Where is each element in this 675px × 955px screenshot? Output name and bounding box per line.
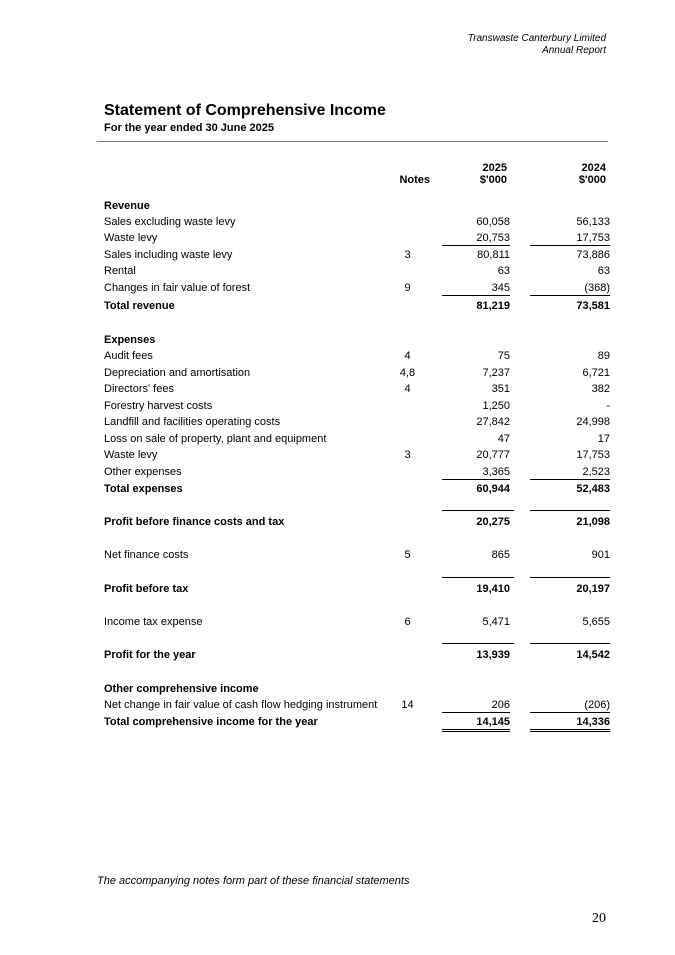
value-2024: 24,998 (576, 416, 610, 428)
row-label: Changes in fair value of forest (104, 282, 251, 294)
value-2024: 14,336 (530, 716, 610, 732)
value-2025: 20,753 (442, 232, 510, 246)
value-2024: 17,753 (576, 449, 610, 461)
table-row (0, 449, 675, 465)
value-2024: 89 (597, 350, 610, 362)
page-title: Statement of Comprehensive Income (104, 102, 386, 119)
note-ref: 9 (404, 282, 411, 294)
value-2025: 20,777 (476, 449, 510, 461)
value-2025: 5,471 (482, 616, 510, 628)
value-2024: 73,581 (576, 300, 610, 312)
row-label: Profit before finance costs and tax (104, 516, 285, 528)
row-label: Net finance costs (104, 549, 189, 561)
page-number: 20 (592, 911, 606, 926)
unit-2024-label: $'000 (578, 174, 606, 186)
footer-note: The accompanying notes form part of these financial statements (97, 875, 410, 887)
table-row (0, 265, 675, 281)
table-row (0, 400, 675, 416)
page-subtitle: For the year ended 30 June 2025 (104, 122, 274, 134)
table-row (0, 549, 675, 565)
row-label: Directors' fees (104, 383, 174, 395)
profit-before-finance-row (0, 516, 675, 532)
note-ref: 3 (404, 249, 411, 261)
row-label: Sales including waste levy (104, 249, 233, 261)
value-2025: 3,365 (442, 466, 510, 480)
value-2025: 63 (497, 265, 510, 277)
unit-2025-label: $'000 (479, 174, 507, 186)
value-2024: 17 (597, 433, 610, 445)
subtotal-rule-2025 (442, 510, 514, 511)
row-label: Total comprehensive income for the year (104, 716, 318, 728)
value-2024: 73,886 (576, 249, 610, 261)
year-2025-label: 2025 (482, 162, 507, 174)
value-2025: 7,237 (482, 367, 510, 379)
value-2025: 14,145 (442, 716, 510, 732)
table-row (0, 350, 675, 366)
table-row (0, 367, 675, 383)
table-row (0, 433, 675, 449)
table-row (0, 282, 675, 298)
value-2024: 21,098 (576, 516, 610, 528)
table-row (0, 249, 675, 265)
value-2024: (368) (530, 282, 610, 296)
total-comprehensive-income-row (0, 716, 675, 732)
profit-before-tax-row (0, 583, 675, 599)
row-label: Sales excluding waste levy (104, 216, 236, 228)
value-2024: 52,483 (576, 483, 610, 495)
other-comprehensive-heading-row (0, 683, 675, 699)
value-2025: 19,410 (476, 583, 510, 595)
row-label: Total revenue (104, 300, 175, 312)
value-2024: 2,523 (530, 466, 610, 480)
year-2025-column-header (480, 162, 507, 186)
note-ref: 3 (404, 449, 411, 461)
subtotal-rule-2024 (530, 510, 610, 511)
value-2025: 1,250 (482, 400, 510, 412)
total-expenses-row (0, 483, 675, 499)
value-2025: 27,842 (476, 416, 510, 428)
table-row (0, 699, 675, 715)
row-label: Depreciation and amortisation (104, 367, 251, 379)
row-label: Total expenses (104, 483, 183, 495)
value-2024: - (606, 400, 610, 412)
note-ref: 14 (401, 699, 414, 711)
row-label: Waste levy (104, 449, 158, 461)
value-2025: 60,058 (476, 216, 510, 228)
value-2025: 13,939 (476, 649, 510, 661)
row-label: Forestry harvest costs (104, 400, 213, 412)
profit-for-year-row (0, 649, 675, 665)
table-row (0, 216, 675, 232)
row-label: Other expenses (104, 466, 182, 478)
value-2025: 206 (442, 699, 510, 713)
value-2024: 14,542 (576, 649, 610, 661)
subtotal-rule-2024 (530, 577, 610, 578)
value-2025: 345 (442, 282, 510, 296)
title-divider (97, 141, 608, 142)
row-label: Landfill and facilities operating costs (104, 416, 281, 428)
value-2024: 901 (591, 549, 610, 561)
note-ref: 4 (404, 350, 411, 362)
value-2024: 20,197 (576, 583, 610, 595)
subtotal-rule-2024 (530, 643, 610, 644)
note-ref: 5 (404, 549, 411, 561)
row-label: Profit for the year (104, 649, 196, 661)
total-revenue-row (0, 300, 675, 316)
row-label: Revenue (104, 200, 150, 212)
subtotal-rule-2025 (442, 643, 514, 644)
value-2025: 81,219 (476, 300, 510, 312)
value-2024: 63 (597, 265, 610, 277)
value-2024: 17,753 (530, 232, 610, 246)
value-2024: 6,721 (582, 367, 610, 379)
report-name: Annual Report (542, 45, 606, 56)
year-2024-label: 2024 (581, 162, 606, 174)
value-2024: 5,655 (582, 616, 610, 628)
report-header (468, 33, 606, 57)
subtotal-rule-2025 (442, 577, 514, 578)
expenses-heading-row (0, 334, 675, 350)
value-2024: 56,133 (576, 216, 610, 228)
note-ref: 4,8 (399, 367, 416, 379)
table-row (0, 383, 675, 399)
revenue-heading-row (0, 200, 675, 216)
value-2025: 865 (491, 549, 510, 561)
value-2025: 20,275 (476, 516, 510, 528)
company-name: Transwaste Canterbury Limited (467, 33, 606, 44)
note-ref: 4 (404, 383, 411, 395)
table-row (0, 232, 675, 248)
value-2024: (206) (530, 699, 610, 713)
row-label: Waste levy (104, 232, 158, 244)
row-label: Other comprehensive income (104, 683, 259, 695)
value-2025: 80,811 (477, 249, 510, 261)
notes-column-header: Notes (399, 174, 430, 186)
row-label: Loss on sale of property, plant and equipment (104, 433, 327, 445)
row-label: Audit fees (104, 350, 153, 362)
row-label: Net change in fair value of cash flow hedging instrument (104, 699, 378, 711)
note-ref: 6 (404, 616, 411, 628)
row-label: Rental (104, 265, 136, 277)
value-2025: 351 (491, 383, 510, 395)
value-2024: 382 (591, 383, 610, 395)
table-row (0, 466, 675, 482)
value-2025: 60,944 (476, 483, 510, 495)
table-row (0, 416, 675, 432)
table-row (0, 616, 675, 632)
value-2025: 47 (497, 433, 510, 445)
row-label: Income tax expense (104, 616, 203, 628)
year-2024-column-header (579, 162, 606, 186)
row-label: Expenses (104, 334, 156, 346)
row-label: Profit before tax (104, 583, 189, 595)
value-2025: 75 (497, 350, 510, 362)
